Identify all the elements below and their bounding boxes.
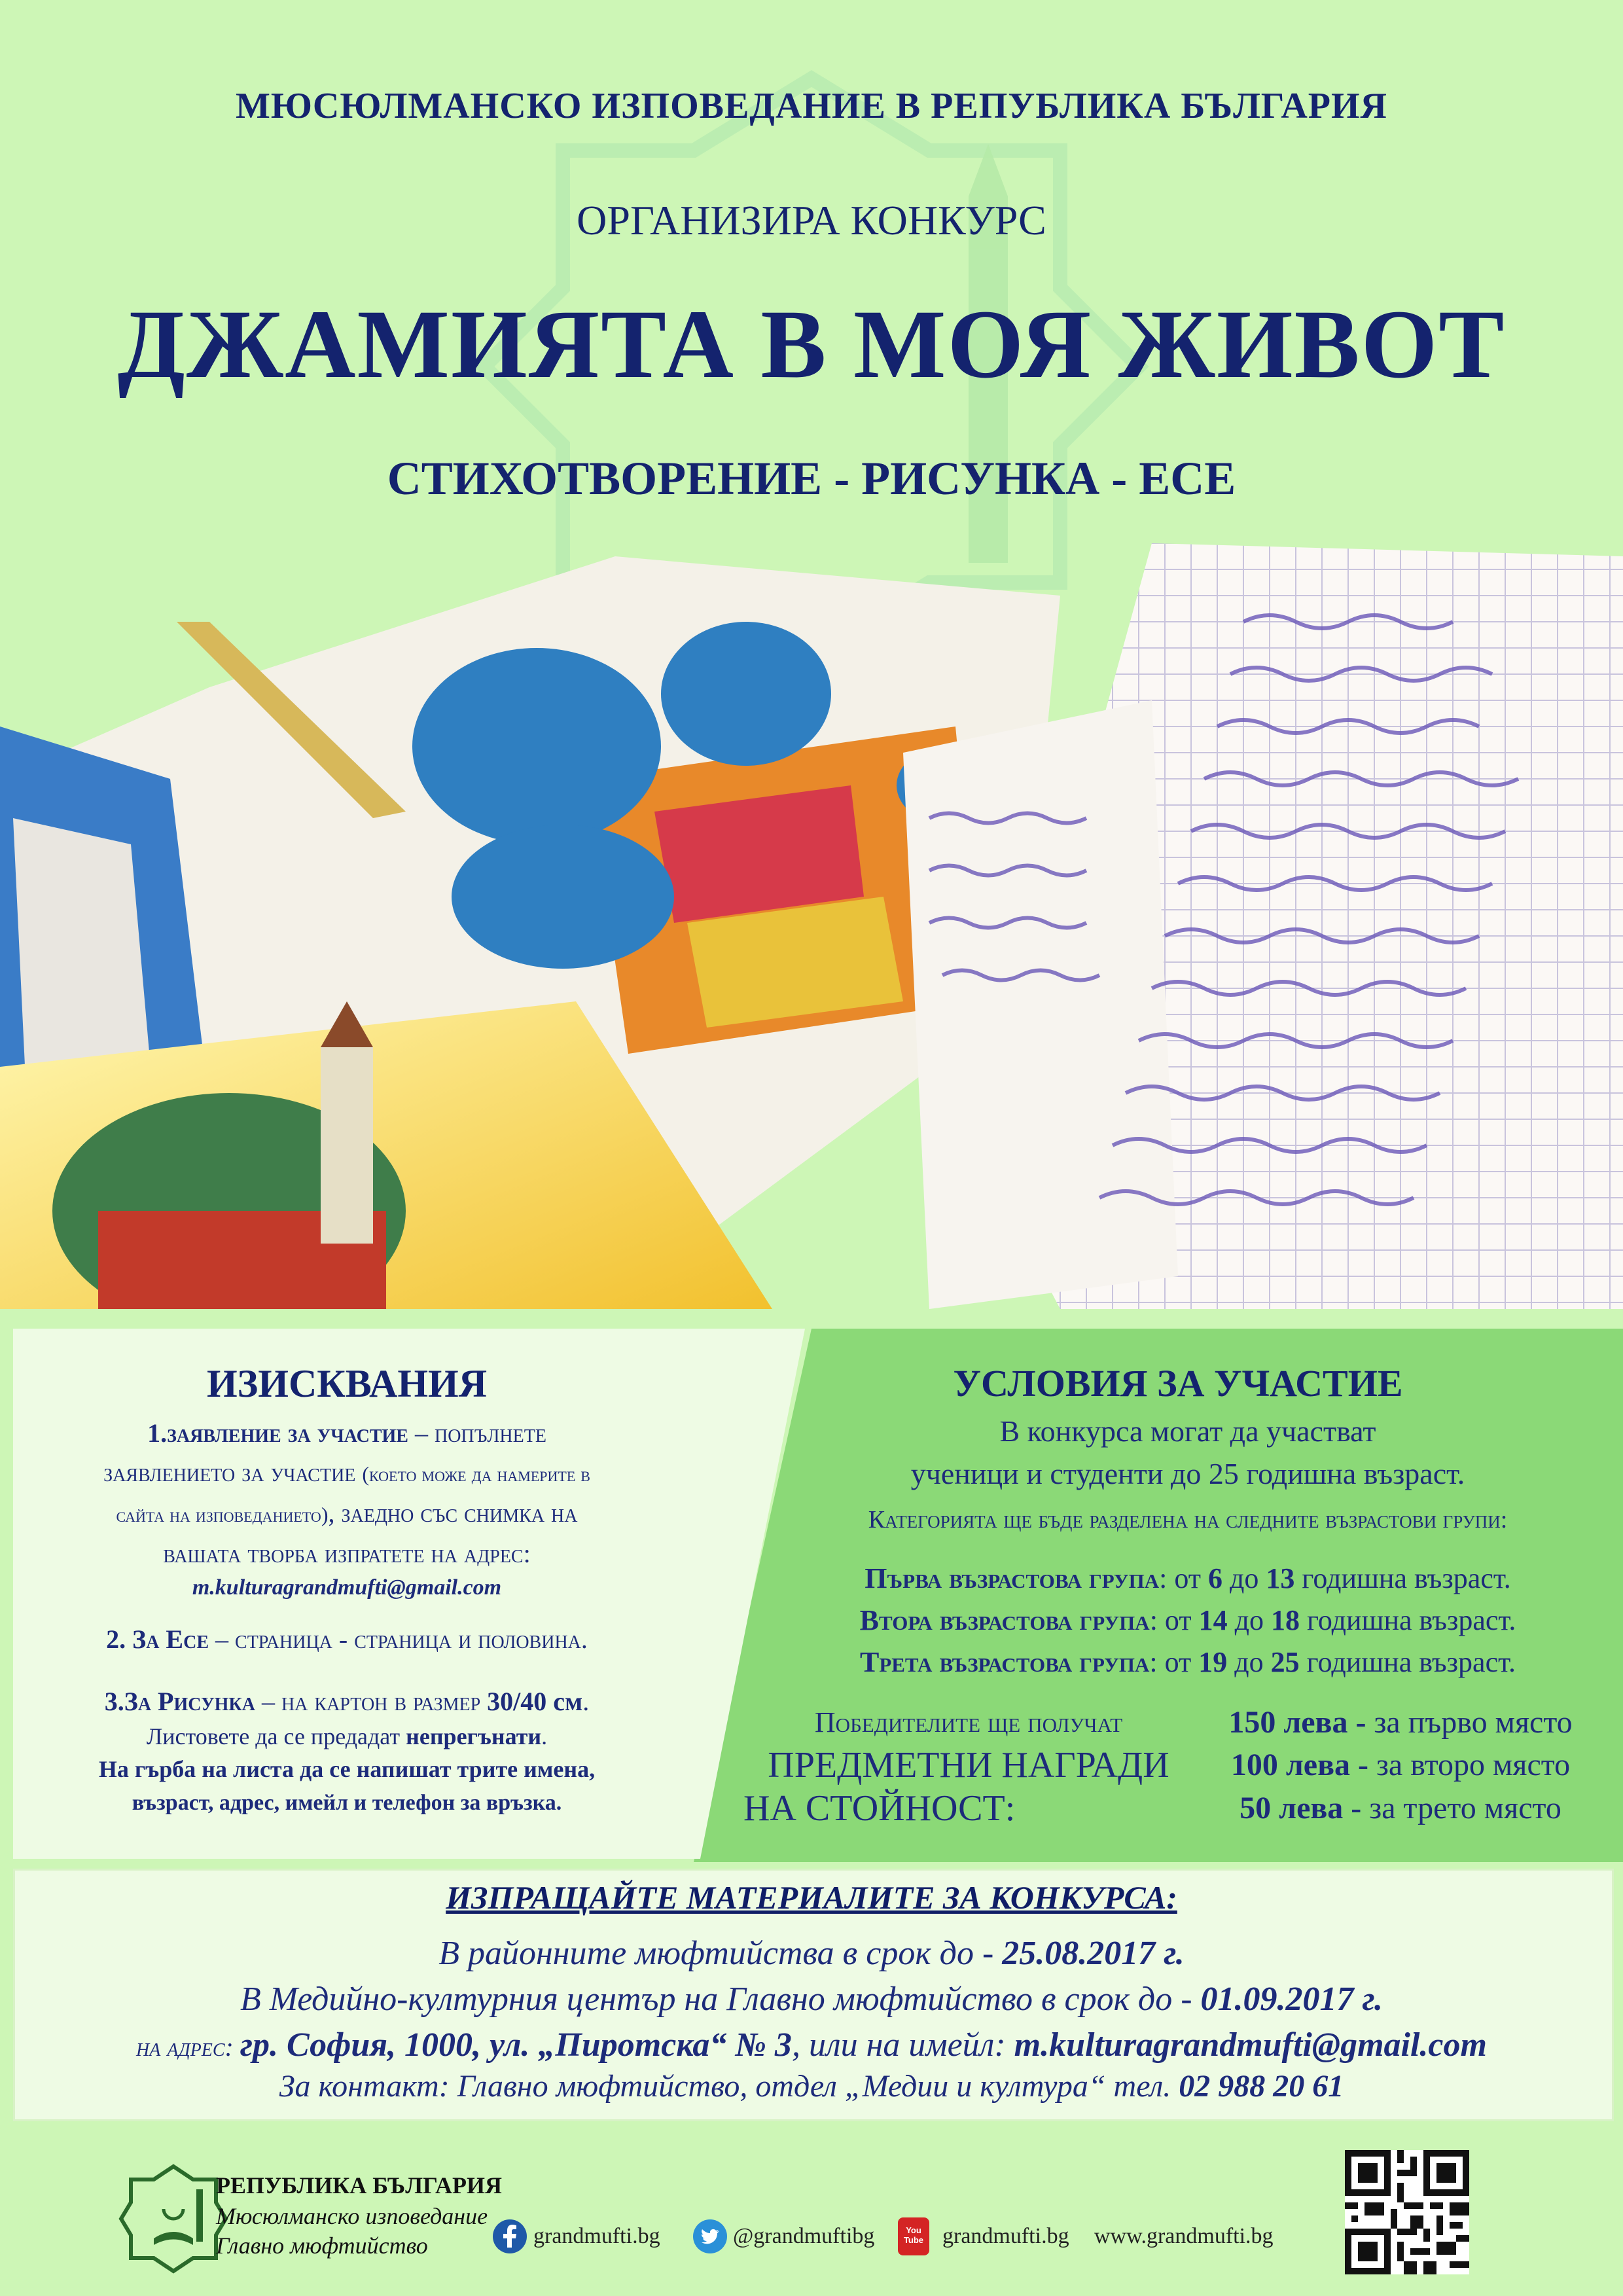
age-group-2-from-word: : от	[1149, 1604, 1199, 1636]
contest-categories: СТИХОТВОРЕНИЕ - РИСУНКА - ЕСЕ	[387, 452, 1236, 505]
req3-line2c: .	[541, 1723, 548, 1749]
age-group-2-from: 14	[1198, 1604, 1228, 1636]
prize-2	[1185, 1744, 1616, 1787]
submission-line-1-text: В районните мюфтийства в срок до -	[438, 1935, 1003, 1972]
age-group-3-from: 19	[1198, 1646, 1228, 1678]
organization-name: МЮСЮЛМАНСКО ИЗПОВЕДАНИЕ В РЕПУБЛИКА БЪЛГАРИЯ	[236, 86, 1387, 126]
prize-2-place: за второ място	[1376, 1748, 1571, 1782]
logo-line-2: Мюсюлманско изповедание	[216, 2203, 488, 2229]
facebook-handle[interactable]: grandmufti.bg	[533, 2224, 660, 2248]
requirement-2	[13, 1620, 681, 1659]
req2-text: – страница - страница и половина.	[215, 1624, 588, 1654]
req3-line2b: непрегънати	[406, 1723, 542, 1749]
requirement-1	[13, 1414, 681, 1602]
prize-1-dash: -	[1347, 1705, 1374, 1740]
req2-heading: 2. За Есе	[106, 1624, 209, 1654]
age-group-2-suffix: годишна възраст.	[1299, 1604, 1516, 1636]
winners-line-3: НА СТОЙНОСТ:	[743, 1788, 1016, 1829]
req3-line4: възраст, адрес, имейл и телефон за връзка.	[132, 1791, 562, 1815]
prize-3-dash: -	[1343, 1791, 1370, 1825]
requirements-title: ИЗИСКВАНИЯ	[206, 1362, 488, 1405]
prize-3	[1185, 1787, 1616, 1830]
req1-line3: сайта на изповеданието)	[116, 1503, 329, 1526]
facebook-icon[interactable]	[492, 2219, 527, 2254]
youtube-handle[interactable]: grandmufti.bg	[942, 2224, 1069, 2248]
prize-1	[1185, 1702, 1616, 1744]
prize-2-dash: -	[1349, 1748, 1376, 1782]
age-group-1-label: Първа възрастова група	[865, 1562, 1160, 1594]
req3-text: – на картон в размер	[261, 1687, 481, 1716]
prize-1-place: за първо място	[1374, 1705, 1573, 1740]
req1-line3b: , заедно със снимка на	[328, 1498, 578, 1528]
submission-line-2-text: В Медийно-културния център на Главно мюфтийство в срок до -	[240, 1981, 1201, 2018]
prize-3-place: за трето място	[1369, 1791, 1561, 1825]
req3-dot: .	[582, 1687, 590, 1716]
req3-line3: На гърба на листа да се напишат трите имена,	[98, 1756, 596, 1782]
contact-phone: 02 988 20 61	[1179, 2069, 1344, 2104]
req1-line4: вашата творба изпратете на адрес:	[163, 1539, 531, 1568]
conditions-line-3: Категорията ще бъде разделена на следните възрастови групи:	[868, 1506, 1508, 1534]
twitter-icon[interactable]	[692, 2219, 728, 2254]
submission-line-3	[0, 2026, 1623, 2064]
winners-line-1: Победителите ще получат	[814, 1706, 1123, 1738]
qr-code-icon	[1345, 2150, 1469, 2274]
submission-date-1: 25.08.2017 г.	[1002, 1935, 1185, 1972]
submission-line-4	[0, 2068, 1623, 2104]
contact-text: За контакт: Главно мюфтийство, отдел „Медии и култура“ тел.	[279, 2069, 1179, 2104]
age-groups	[753, 1558, 1623, 1683]
logo-line-3: Главно мюфтийство	[216, 2233, 428, 2259]
mufti-logo-icon	[118, 2163, 229, 2274]
age-group-3-suffix: годишна възраст.	[1299, 1646, 1516, 1678]
req1-paren: (което може да намерите в	[362, 1462, 590, 1486]
age-group-1	[753, 1558, 1623, 1600]
contest-title: ДЖАМИЯТА В МОЯ ЖИВОТ	[117, 290, 1506, 399]
requirement-3	[13, 1682, 681, 1820]
drawings-essays-photo	[0, 504, 1623, 1309]
age-group-1-from-word: : от	[1159, 1562, 1209, 1594]
req3-heading: 3.За Рисунка	[104, 1687, 255, 1716]
prizes-list	[1185, 1702, 1616, 1830]
req3-line2a: Листовете да се предадат	[146, 1723, 406, 1749]
age-group-2-label: Втора възрастова група	[859, 1604, 1150, 1636]
req3-size: 30/40 см	[487, 1687, 583, 1716]
submission-line-2	[0, 1980, 1623, 2018]
age-group-2	[753, 1600, 1623, 1641]
age-group-1-to: 13	[1266, 1562, 1295, 1594]
submission-email[interactable]: m.kulturagrandmufti@gmail.com	[1014, 2026, 1487, 2064]
age-group-3-from-word: : от	[1149, 1646, 1199, 1678]
prize-1-amount: 150 лева	[1228, 1705, 1348, 1740]
conditions-title: УСЛОВИЯ ЗА УЧАСТИЕ	[953, 1362, 1403, 1405]
twitter-handle[interactable]: @grandmuftibg	[733, 2224, 875, 2248]
age-group-3	[753, 1641, 1623, 1683]
age-group-1-from: 6	[1208, 1562, 1223, 1594]
website-link[interactable]: www.grandmufti.bg	[1094, 2224, 1274, 2248]
submission-title: ИЗПРАЩАЙТЕ МАТЕРИАЛИТЕ ЗА КОНКУРСА:	[446, 1879, 1177, 1916]
age-group-3-to: 25	[1270, 1646, 1300, 1678]
conditions-line-1: В конкурса могат да участват	[999, 1414, 1376, 1448]
winners-label	[740, 1702, 1198, 1830]
age-group-2-to: 18	[1270, 1604, 1300, 1636]
age-group-1-suffix: годишна възраст.	[1294, 1562, 1511, 1594]
req1-dash: –	[408, 1418, 435, 1448]
email-label: , или на имейл:	[791, 2026, 1014, 2064]
prize-3-amount: 50 лева	[1240, 1791, 1344, 1825]
address-value: гр. София, 1000, ул. „Пиротска“ № 3	[240, 2026, 792, 2064]
submission-line-1	[0, 1934, 1623, 1973]
logo-line-1: РЕПУБЛИКА БЪЛГАРИЯ	[216, 2172, 503, 2198]
submission-date-2: 01.09.2017 г.	[1200, 1981, 1383, 2018]
req1-text: попълнете	[434, 1418, 546, 1448]
age-group-1-to-word: до	[1222, 1562, 1266, 1594]
req1-line2: заявлението за участие	[103, 1458, 356, 1487]
address-label: на адрес:	[136, 2032, 240, 2062]
req1-email[interactable]: m.kulturagrandmufti@gmail.com	[192, 1575, 502, 1600]
prize-2-amount: 100 лева	[1230, 1748, 1350, 1782]
organizes-contest: ОРГАНИЗИРА КОНКУРС	[577, 197, 1046, 243]
req1-heading: 1.заявление за участие	[147, 1418, 408, 1448]
youtube-icon[interactable]: You Tube	[898, 2217, 929, 2255]
conditions-line-2: ученици и студенти до 25 годишна възраст.	[910, 1457, 1465, 1490]
age-group-2-to-word: до	[1227, 1604, 1271, 1636]
age-group-3-to-word: до	[1227, 1646, 1271, 1678]
winners-line-2: ПРЕДМЕТНИ НАГРАДИ	[768, 1745, 1169, 1785]
age-group-3-label: Трета възрастова група	[859, 1646, 1150, 1678]
